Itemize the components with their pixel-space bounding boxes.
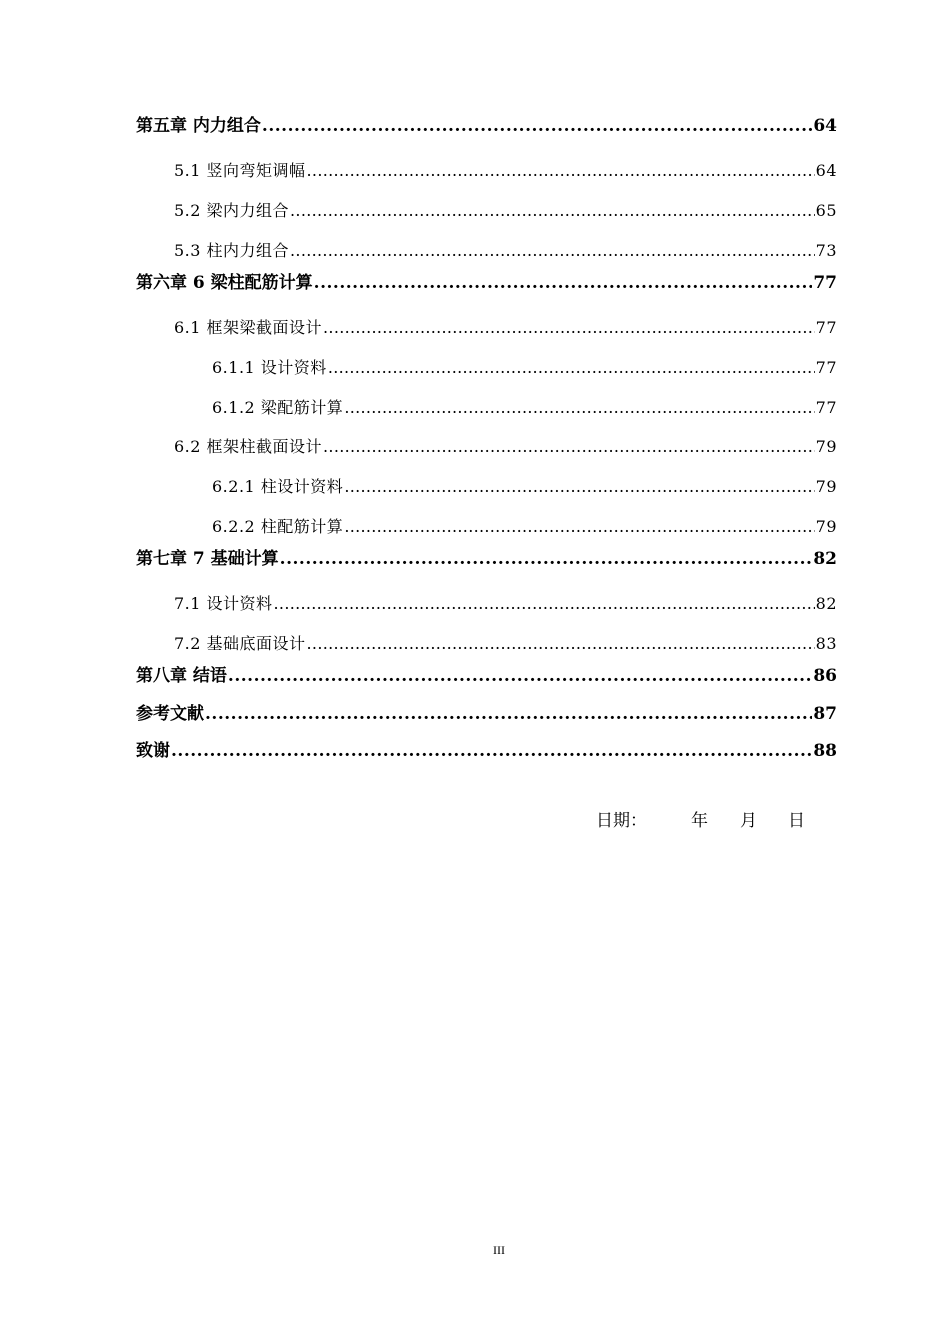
date-year-label: 年: [691, 811, 708, 831]
toc-entry-page: 77: [813, 273, 837, 293]
toc-entry[interactable]: [174, 239, 837, 263]
toc-entry-title: 6.2.1 柱设计资料: [212, 477, 344, 496]
toc-entry[interactable]: [212, 475, 837, 499]
dot-leader: [314, 271, 813, 295]
toc-entry-title: 7.1 设计资料: [174, 594, 273, 613]
toc-entry-title: 7.2 基础底面设计: [174, 634, 306, 653]
toc-entry[interactable]: [174, 316, 837, 340]
toc-entry[interactable]: [174, 159, 837, 183]
toc-entry[interactable]: [136, 739, 837, 763]
toc-entry[interactable]: [174, 199, 837, 223]
toc-entry-title: 参考文献: [136, 704, 204, 724]
toc-entry-title: 6.1 框架梁截面设计: [174, 318, 323, 337]
toc-entry[interactable]: [136, 271, 837, 295]
toc-entry-page: 77: [815, 318, 837, 337]
toc-entry-page: 73: [815, 241, 837, 260]
toc-entry-page: 77: [815, 358, 837, 377]
dot-leader: [344, 396, 814, 420]
toc-entry-title: 第八章 结语: [136, 666, 227, 686]
toc-entry-page: 77: [815, 398, 837, 417]
toc-entry-title: 6.2 框架柱截面设计: [174, 437, 323, 456]
date-label: 日期：: [596, 811, 647, 831]
toc-entry[interactable]: [174, 632, 837, 656]
toc-entry[interactable]: [212, 356, 837, 380]
toc-entry[interactable]: [136, 664, 837, 688]
toc-entry[interactable]: [136, 702, 837, 726]
dot-leader: [262, 114, 812, 138]
dot-leader: [307, 632, 815, 656]
toc-entry-page: 83: [815, 634, 837, 653]
toc-entry[interactable]: [212, 396, 837, 420]
toc-entry-title: 5.1 竖向弯矩调幅: [174, 161, 306, 180]
date-day-label: 日: [788, 811, 805, 831]
toc-entry-page: 88: [813, 741, 837, 761]
toc-entry-title: 6.1.1 设计资料: [212, 358, 327, 377]
toc-entry[interactable]: [212, 515, 837, 539]
dot-leader: [274, 592, 815, 616]
toc-entry-page: 64: [815, 161, 837, 180]
toc-entry-page: 87: [813, 704, 837, 724]
toc-entry-page: 65: [815, 201, 837, 220]
toc-entry-title: 第七章 7 基础计算: [136, 549, 279, 569]
toc-entry[interactable]: [136, 547, 837, 571]
toc-entry-page: 79: [815, 437, 837, 456]
toc-entry-title: 第六章 6 梁柱配筋计算: [136, 273, 313, 293]
toc-entry-title: 第五章 内力组合: [136, 116, 261, 136]
dot-leader: [290, 199, 815, 223]
toc-entry[interactable]: [174, 592, 837, 616]
toc-entry-page: 82: [813, 549, 837, 569]
toc-entry[interactable]: [174, 435, 837, 459]
dot-leader: [290, 239, 815, 263]
toc-entry-page: 82: [815, 594, 837, 613]
toc-entry-page: 86: [813, 666, 837, 686]
dot-leader: [323, 435, 815, 459]
toc-entry-page: 79: [815, 517, 837, 536]
dot-leader: [280, 547, 813, 571]
toc-entry-title: 6.1.2 梁配筋计算: [212, 398, 344, 417]
toc-entry-title: 5.3 柱内力组合: [174, 241, 290, 260]
dot-leader: [344, 515, 814, 539]
dot-leader: [344, 475, 814, 499]
toc-entry-title: 5.2 梁内力组合: [174, 201, 290, 220]
dot-leader: [171, 739, 812, 763]
page-number: III: [493, 1243, 505, 1257]
toc-entry-page: 64: [813, 116, 837, 136]
dot-leader: [307, 159, 815, 183]
toc-entry-title: 致谢: [136, 741, 170, 761]
dot-leader: [328, 356, 815, 380]
toc-entry-title: 6.2.2 柱配筋计算: [212, 517, 344, 536]
dot-leader: [228, 664, 812, 688]
date-month-label: 月: [740, 811, 757, 831]
dot-leader: [323, 316, 815, 340]
toc-entry-page: 79: [815, 477, 837, 496]
dot-leader: [205, 702, 812, 726]
toc-entry[interactable]: [136, 114, 837, 138]
